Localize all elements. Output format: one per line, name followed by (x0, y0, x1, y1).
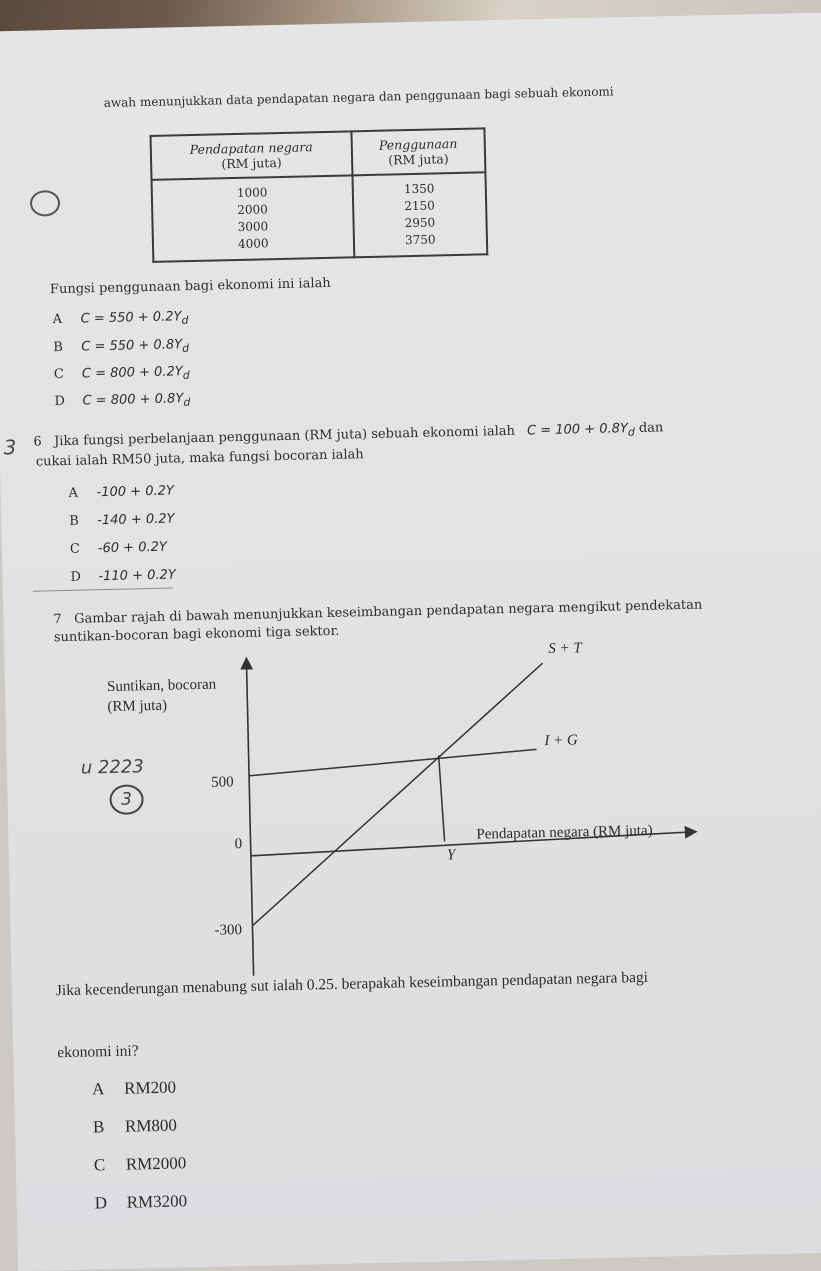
ig-line (249, 749, 537, 776)
handwritten-circle-q7: 3 (109, 784, 144, 815)
chart-tick-minus300: -300 (214, 922, 243, 939)
q6-option-a[interactable]: A -100 + 0.2Y (68, 483, 175, 501)
q7-stem-line2: suntikan-bocoran bagi ekonomi tiga sektor. (53, 623, 340, 646)
handwritten-note-q6: 3 (3, 435, 17, 460)
q5-option-a[interactable]: A $C = 550 + 0.2Y_d$ (52, 309, 189, 328)
q5-option-d[interactable]: D $C = 800 + 0.8Y_d$ (54, 391, 191, 410)
chart-tick-0: 0 (234, 836, 243, 853)
table-row (152, 172, 488, 262)
table-header-consumption: Penggunaan (RM juta) (351, 128, 485, 175)
handwritten-circle (30, 190, 61, 217)
income-consumption-table (149, 127, 488, 263)
q7-stem-line1: 7 Gambar rajah di bawah menunjukkan keseimbangan pendapatan negara mengikut pendekatan (53, 597, 703, 628)
q5-option-c[interactable]: C $C = 800 + 0.2Y_d$ (53, 364, 190, 383)
income-values-cell: 1000 2000 3000 4000 (152, 175, 355, 262)
q7-option-a[interactable]: A RM200 (91, 1077, 177, 1099)
q5-stem: Fungsi penggunaan bagi ekonomi ini ialah (49, 275, 331, 298)
consumption-values-cell: 1350 2150 2950 3750 (352, 172, 487, 257)
y-axis (246, 660, 253, 976)
exam-paper (0, 12, 821, 1271)
chart-tick-500: 500 (211, 774, 234, 791)
q6-stem-line2: cukai ialah RM50 juta, maka fungsi bocoran ialah (35, 447, 364, 470)
chart-eq-label: Y (446, 847, 456, 864)
chart-st-label: S + T (548, 640, 582, 658)
q7-question-line2: ekonomi ini? (57, 1042, 139, 1062)
chart-ylabel-line2: (RM juta) (107, 697, 168, 716)
intro-text: awah menunjukkan data pendapatan negara dan penggunaan bagi sebuah ekonomi (103, 84, 614, 110)
q7-option-b[interactable]: B RM800 (92, 1115, 178, 1137)
chart-xlabel: Pendapatan negara (RM juta) (476, 822, 653, 843)
table-header-income: Pendapatan negara (RM juta) (151, 131, 353, 180)
q7-option-c[interactable]: C RM2000 (93, 1153, 187, 1175)
q7-option-d[interactable]: D RM3200 (94, 1191, 188, 1213)
chart-ig-label: I + G (544, 732, 578, 750)
q5-option-b[interactable]: B $C = 550 + 0.8Y_d$ (53, 337, 190, 356)
chart-ylabel-line1: Suntikan, bocoran (106, 676, 217, 696)
divider-line (33, 588, 173, 592)
q6-option-c[interactable]: C -60 + 0.2Y (69, 539, 168, 557)
q7-question-line1: Jika kecenderungan menabung sut ialah 0.25. berapakah keseimbangan pendapatan negara bagi (55, 968, 649, 1000)
handwritten-note-q7: u 2223 (80, 756, 145, 779)
equilibrium-dropline (439, 755, 445, 841)
q6-option-b[interactable]: B -140 + 0.2Y (69, 511, 175, 529)
q6-stem-line1: 6 Jika fungsi perbelanjaan penggunaan (RM juta) sebuah ekonomi ialah $C = 100 + 0.8Y_d$ dan (33, 420, 664, 450)
q6-option-d[interactable]: D -110 + 0.2Y (70, 567, 176, 585)
st-line (247, 663, 549, 926)
